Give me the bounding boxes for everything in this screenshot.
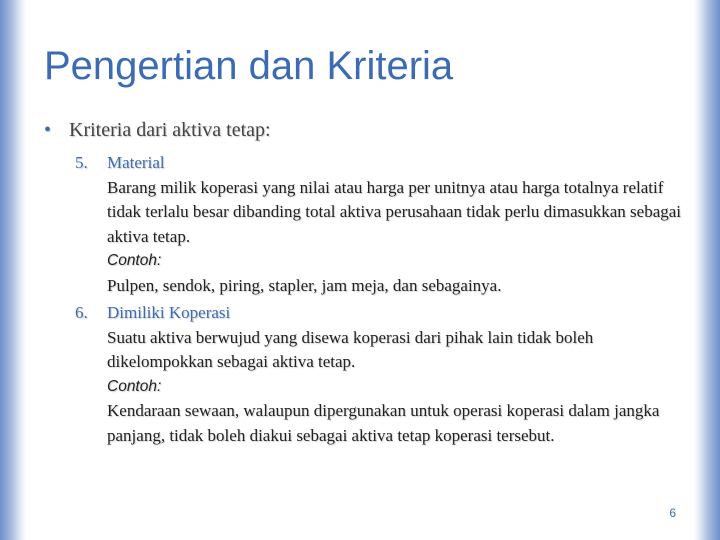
slide-title: Pengertian dan Kriteria — [44, 44, 454, 88]
item-example: Pulpen, sendok, piring, stapler, jam meja, dan sebagainya. — [107, 275, 502, 295]
bullet-marker: • — [44, 119, 52, 141]
example-label: Contoh: — [107, 252, 162, 269]
item-number: 5. — [75, 153, 88, 172]
item-description: Barang milik koperasi yang nilai atau harga per unitnya atau harga totalnya relatif tidak terlalu besar dibanding total aktiva perusahaan tidak perlu dimasukkan sebagai aktiva tetap. — [107, 177, 682, 246]
item-heading: Material — [107, 153, 165, 172]
list-item-dimiliki-koperasi — [75, 301, 685, 448]
item-number: 6. — [75, 303, 88, 322]
item-example: Kendaraan sewaan, walaupun dipergunakan untuk operasi koperasi dalam jangka panjang, tidak boleh diakui sebagai aktiva tetap koperasi tersebut. — [107, 401, 660, 445]
example-label: Contoh: — [107, 377, 162, 395]
bullet-point — [44, 119, 271, 142]
bullet-text: Kriteria dari aktiva tetap: — [69, 119, 271, 141]
left-edge-gradient — [0, 0, 26, 540]
right-edge-gradient — [694, 0, 720, 540]
item-heading: Dimiliki Koperasi — [107, 303, 231, 322]
list-item-material — [75, 151, 685, 298]
page-number: 6 — [669, 506, 676, 520]
item-description: Suatu aktiva berwujud yang disewa koperasi dari pihak lain tidak boleh dikelompokkan sebagai aktiva tetap. — [107, 327, 594, 371]
